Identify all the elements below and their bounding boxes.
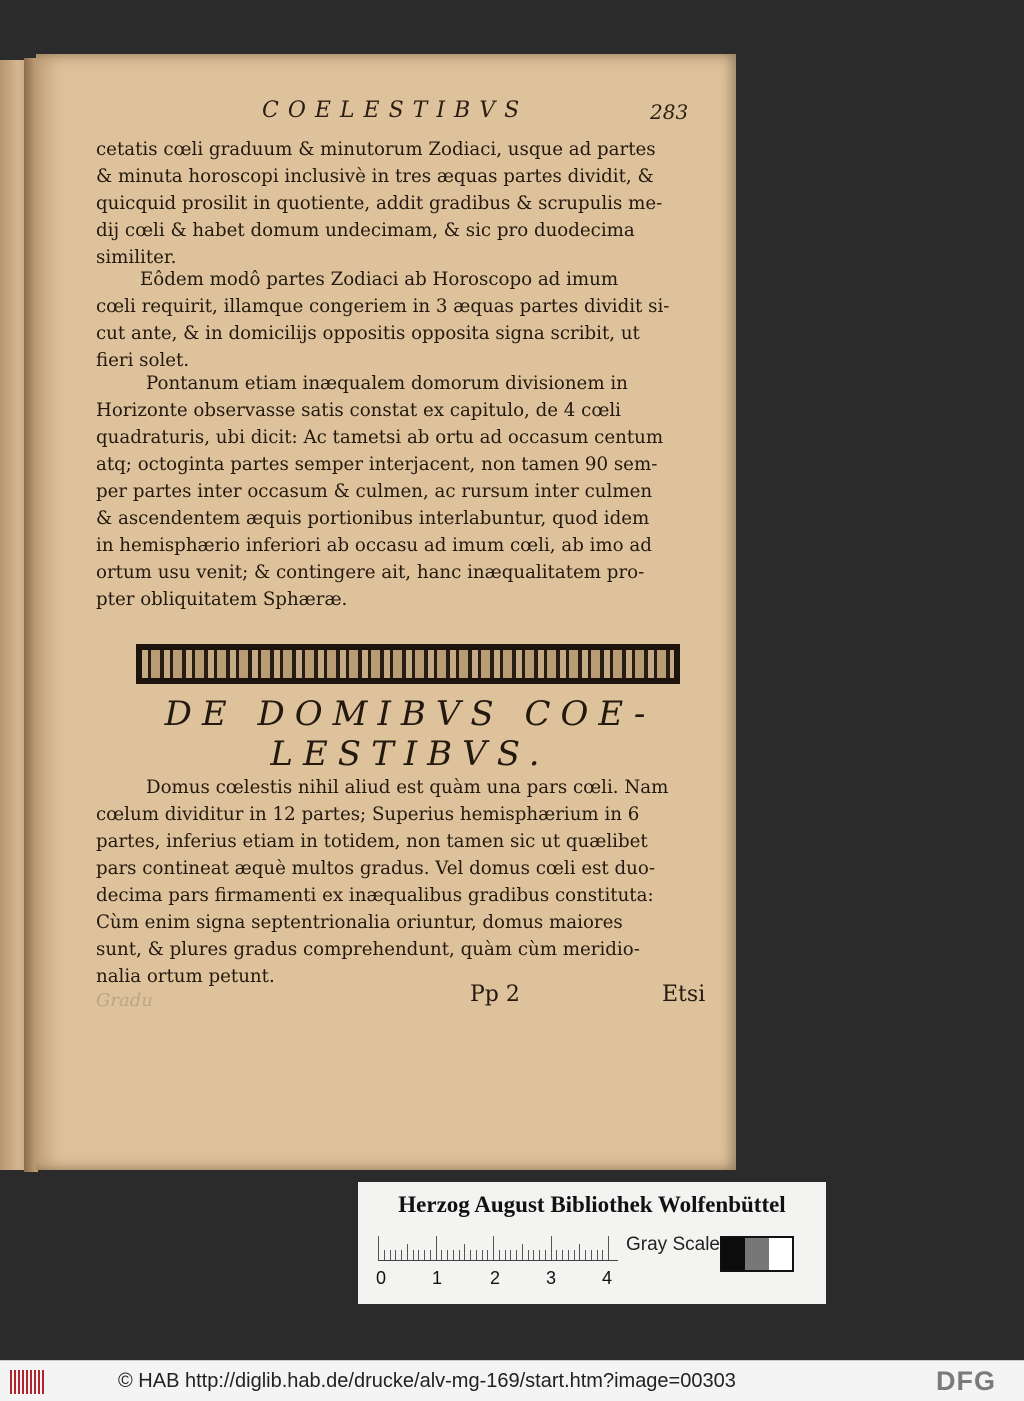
text-line: Eôdem modô partes Zodiaci ab Horoscopo ad imum — [140, 269, 619, 290]
text-line: cœli requirit, illamque congeriem in 3 æquas partes dividit si- — [96, 296, 670, 317]
ruler-tick — [407, 1244, 408, 1260]
dfg-logo: DFG — [936, 1366, 996, 1396]
ruler-tick — [476, 1250, 477, 1260]
ruler-tick — [499, 1250, 500, 1260]
ruler-tick — [597, 1250, 598, 1260]
text-line: quicquid prosilit in quotiente, addit gradibus & scrupulis me- — [96, 193, 663, 214]
ruler-tick — [395, 1250, 396, 1260]
ruler-tick — [516, 1250, 517, 1260]
text-line: pter obliquitatem Sphæræ. — [96, 589, 348, 610]
gray-swatch-mid — [745, 1238, 768, 1270]
ruler-tick — [436, 1236, 437, 1260]
ruler-tick — [551, 1236, 552, 1260]
text-line: sunt, & plures gradus comprehendunt, quàm cùm meridio- — [96, 939, 640, 960]
ruler-tick — [574, 1250, 575, 1260]
page-number: 283 — [650, 100, 689, 124]
text-line: quadraturis, ubi dicit: Ac tametsi ab ortu ad occasum centum — [96, 427, 664, 448]
paragraph-4 — [96, 774, 708, 990]
ruler-tick — [528, 1250, 529, 1260]
text-line: ortum usu venit; & contingere ait, hanc inæqualitatem pro- — [96, 562, 645, 583]
text-line: similiter. — [96, 247, 177, 268]
ruler-tick — [482, 1250, 483, 1260]
ruler-number: 2 — [490, 1268, 501, 1288]
running-head: COELESTIBVS — [262, 98, 529, 123]
copyright-url[interactable]: © HAB http://diglib.hab.de/drucke/alv-mg-169/start.htm?image=00303 — [118, 1370, 736, 1392]
text-line: & minuta horoscopi inclusivè in tres æquas partes dividit, & — [96, 166, 654, 187]
decorative-ornament-band — [136, 644, 680, 684]
ruler-tick — [585, 1250, 586, 1260]
ruler-tick — [464, 1244, 465, 1260]
ruler-tick — [579, 1244, 580, 1260]
text-line: decima pars firmamenti ex inæqualibus gradibus constituta: — [96, 885, 654, 906]
ruler-tick — [441, 1250, 442, 1260]
text-line: per partes inter occasum & culmen, ac rursum inter culmen — [96, 481, 653, 502]
text-line: in hemisphærio inferiori ab occasu ad imum cœli, ab imo ad — [96, 535, 652, 556]
ruler-tick — [430, 1250, 431, 1260]
ruler-tick — [378, 1236, 379, 1260]
text-line: Domus cœlestis nihil aliud est quàm una pars cœli. Nam — [146, 777, 669, 798]
ruler-tick — [401, 1250, 402, 1260]
ruler-number: 3 — [546, 1268, 557, 1288]
ruler-tick — [384, 1250, 385, 1260]
ruler-tick — [505, 1250, 506, 1260]
hab-logo-icon — [10, 1370, 44, 1394]
ruler-tick — [556, 1250, 557, 1260]
ruler-tick — [418, 1250, 419, 1260]
text-line: nalia ortum petunt. — [96, 966, 275, 987]
ruler-tick — [487, 1250, 488, 1260]
ruler-tick — [424, 1250, 425, 1260]
ruler-tick — [413, 1250, 414, 1260]
heading-line-1: DE DOMIBVS COE- — [164, 694, 656, 734]
paragraph-3 — [96, 370, 708, 613]
ruler-tick — [493, 1236, 494, 1260]
signature-mark: Pp 2 — [470, 982, 520, 1007]
ruler-number: 0 — [376, 1268, 387, 1288]
text-line: fieri solet. — [96, 350, 190, 371]
bleed-through-text: Gradu — [96, 990, 153, 1011]
gray-scale-label: Gray Scale — [626, 1234, 720, 1255]
ruler-tick — [568, 1250, 569, 1260]
ruler-tick — [591, 1250, 592, 1260]
text-line: Horizonte observasse satis constat ex capitulo, de 4 cœli — [96, 400, 621, 421]
text-line: cœlum dividitur in 12 partes; Superius hemisphærium in 6 — [96, 804, 640, 825]
ruler-tick — [510, 1250, 511, 1260]
paragraph-1 — [96, 136, 708, 271]
ruler-tick — [390, 1250, 391, 1260]
text-line: Cùm enim signa septentrionalia oriuntur, domus maiores — [96, 912, 623, 933]
text-line: pars contineat æquè multos gradus. Vel domus cœli est duo- — [96, 858, 655, 879]
ruler-tick — [470, 1250, 471, 1260]
ruler-tick — [602, 1250, 603, 1260]
ruler-tick — [545, 1250, 546, 1260]
ruler-tick — [533, 1250, 534, 1260]
gray-swatch-dark — [722, 1238, 745, 1270]
text-line: partes, inferius etiam in totidem, non tamen sic ut quælibet — [96, 831, 648, 852]
ruler-tick — [608, 1236, 609, 1260]
ruler-tick — [539, 1250, 540, 1260]
library-label-card — [358, 1182, 826, 1304]
heading-line-2: LESTIBVS. — [270, 734, 550, 774]
catchword: Etsi — [662, 982, 706, 1007]
ruler-tick — [562, 1250, 563, 1260]
ruler-tick — [453, 1250, 454, 1260]
library-name: Herzog August Bibliothek Wolfenbüttel — [398, 1192, 786, 1217]
text-line: dij cœli & habet domum undecimam, & sic pro duodecima — [96, 220, 635, 241]
viewer-footer — [0, 1360, 1024, 1401]
ruler-number: 4 — [602, 1268, 613, 1288]
ruler-tick — [459, 1250, 460, 1260]
text-line: & ascendentem æquis portionibus interlabuntur, quod idem — [96, 508, 650, 529]
ruler-number: 1 — [432, 1268, 443, 1288]
scale-ruler — [378, 1234, 618, 1261]
text-line: atq; octoginta partes semper interjacent, non tamen 90 sem- — [96, 454, 658, 475]
text-line: cut ante, & in domicilijs oppositis opposita signa scribit, ut — [96, 323, 640, 344]
text-line: cetatis cœli graduum & minutorum Zodiaci, usque ad partes — [96, 139, 656, 160]
ruler-tick — [522, 1244, 523, 1260]
ruler-tick — [447, 1250, 448, 1260]
gray-swatch-light — [769, 1238, 792, 1270]
paragraph-2 — [96, 266, 708, 374]
text-line: Pontanum etiam inæqualem domorum divisionem in — [146, 373, 628, 394]
gray-scale-swatch — [720, 1236, 794, 1272]
